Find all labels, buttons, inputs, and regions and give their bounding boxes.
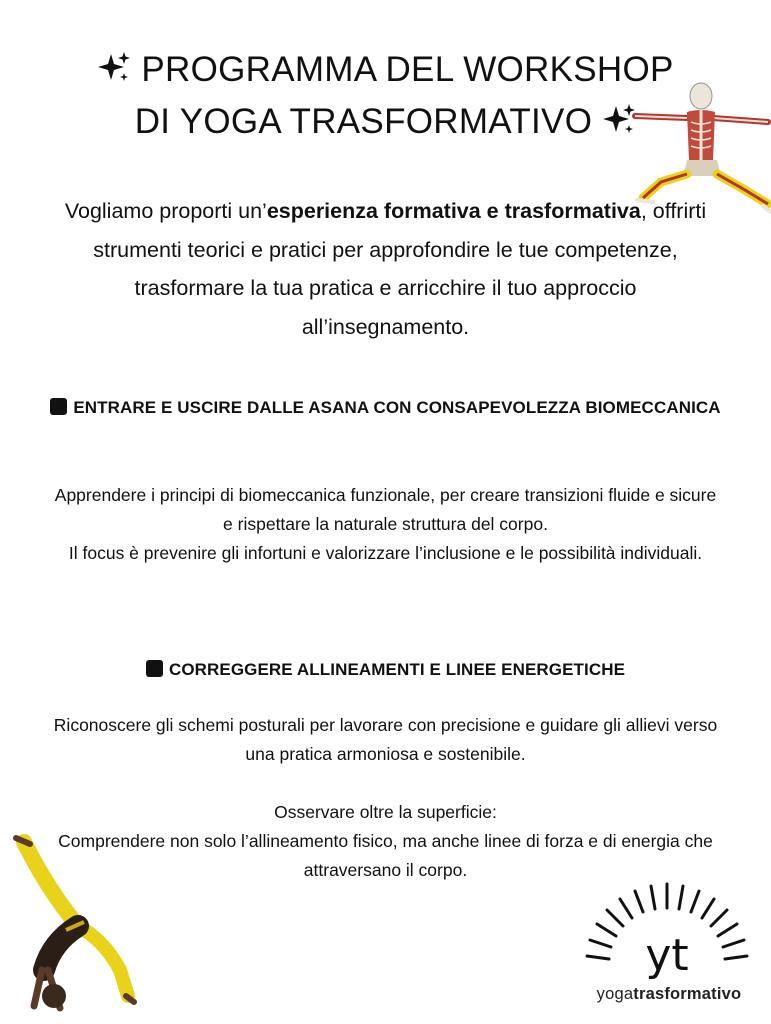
sparkles-icon — [97, 51, 131, 85]
intro-text-1: Vogliamo proporti un’ — [64, 199, 267, 223]
section-1-paragraph-2: Il focus è prevenire gli infortuni e valorizzare l’inclusione e le possibilità individuali. — [68, 543, 703, 563]
logo-monogram: yt — [645, 930, 689, 981]
intro-paragraph — [60, 192, 711, 346]
intro-text-2: , offrirti strumenti teorici e pratici per approfondire le tue competenze, trasformare la tua pratica e arricchire il tuo approccio all’insegnamento. — [93, 199, 707, 339]
section-1-body — [50, 481, 721, 568]
section-2-paragraph-3: Comprendere non solo l’allineamento fisico, ma anche linee di forza e di energia che attraversano il corpo. — [58, 831, 713, 880]
black-square-icon — [50, 398, 67, 415]
title-line-2-text: DI YOGA TRASFORMATIVO — [134, 102, 593, 141]
logo-wordmark — [574, 985, 764, 1004]
logo-word-bold: trasformativo — [633, 985, 742, 1003]
section-2-heading — [40, 655, 731, 684]
black-square-icon — [146, 660, 163, 677]
section-1-heading-text: ENTRARE E USCIRE DALLE ASANA CON CONSAPEVOLEZZA BIOMECCANICA — [73, 398, 721, 417]
logo-word-regular: yoga — [596, 985, 634, 1003]
section-2-paragraph-2: Osservare oltre la superficie: — [274, 802, 497, 822]
section-1-heading — [40, 393, 731, 422]
yoga-pose-photo — [8, 830, 148, 1020]
section-2-body — [50, 711, 721, 885]
section-2-paragraph-1: Riconoscere gli schemi posturali per lavorare con precisione e guidare gli allievi verso una pratica armoniosa e sostenibile. — [53, 715, 718, 764]
title-line-1-text: PROGRAMMA DEL WORKSHOP — [141, 50, 674, 89]
intro-bold-text: esperienza formativa e trasformativa — [266, 199, 641, 223]
section-2-heading-text: CORREGGERE ALLINEAMENTI E LINEE ENERGETICHE — [168, 660, 626, 679]
section-1-paragraph-1: Apprendere i principi di biomeccanica funzionale, per creare transizioni fluide e sicure e rispettare la naturale struttura del corpo. — [54, 485, 717, 534]
